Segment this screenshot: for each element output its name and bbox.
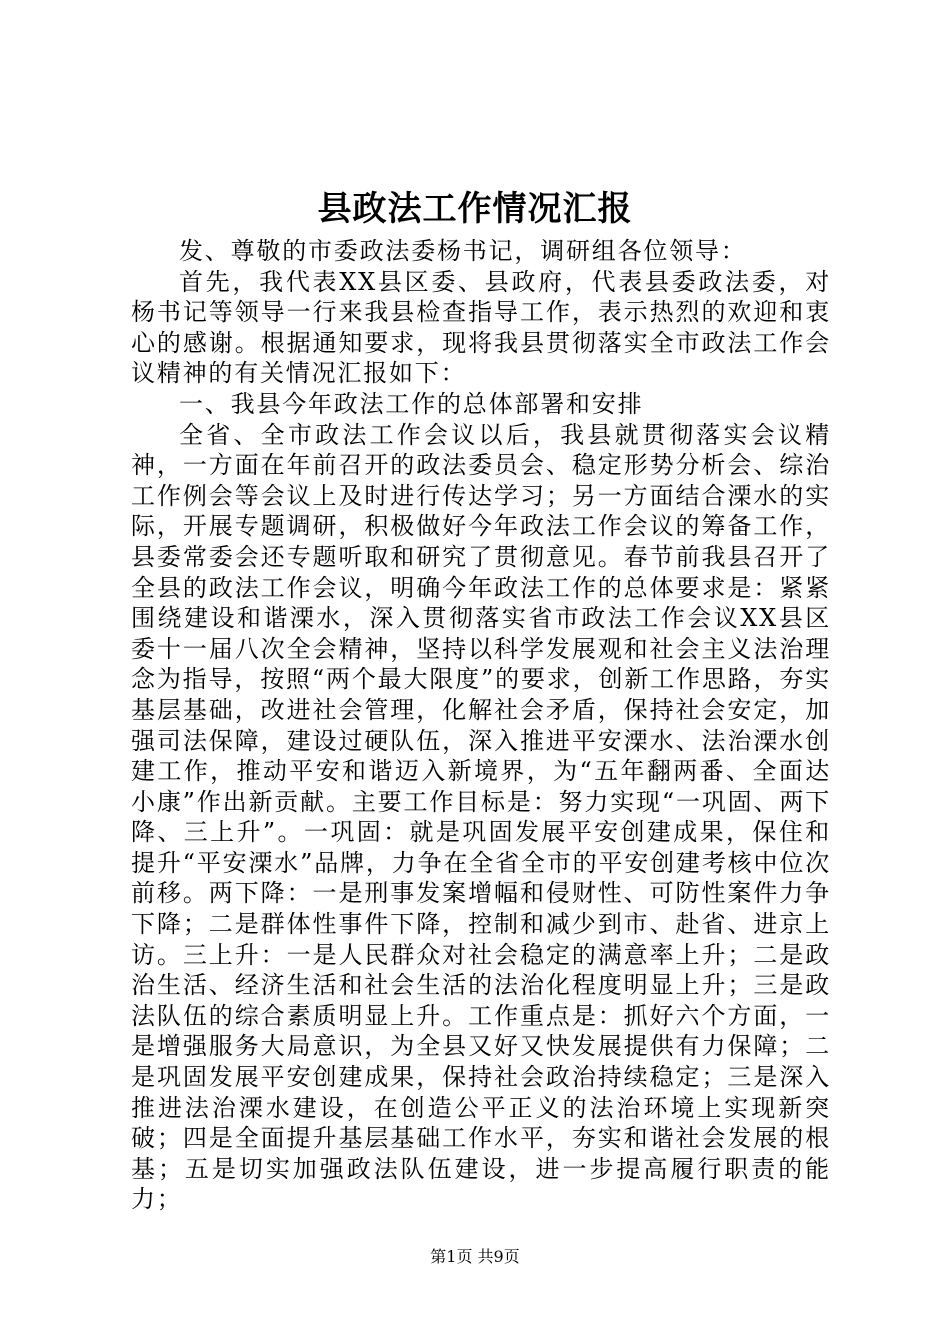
salutation-paragraph: 发、尊敬的市委政法委杨书记，调研组各位领导： — [179, 237, 747, 265]
document-title: 县政法工作情况汇报 — [317, 189, 633, 229]
intro-paragraph: 首先，我代表XX县区委、县政府，代表县委政法委，对杨书记等领导一行来我县检查指导工作，表示热烈的欢迎和衷心的感谢。根据通知要求，现将我县贯彻落实全市政法工作会议精神的有关情况汇报如下： — [131, 267, 831, 388]
section-heading: 一、我县今年政法工作的总体部署和安排 — [179, 389, 644, 418]
section-paragraph: 全省、全市政法工作会议以后，我县就贯彻落实会议精神，一方面在年前召开的政法委员会、稳定形势分析会、综治工作例会等会议上及时进行传达学习；另一方面结合溧水的实际，开展专题调研，积极做好今年政法工作会议的筹备工作，县委常委会还专题听取和研究了贯彻意见。春节前我县召开了全县的政法工作会议，明确今年政法工作的总体要求是：紧紧围绕建设和谐溧水，深入贯彻落实省市政法工作会议XX县区委十一届八次全会精神，坚持以科学发展观和社会主义法治理念为指导，按照“两个最大限度”的要求，创新工作思路，夯实基层基础，改进社会管理，化解社会矛盾，保持社会安定，加强司法保障，建设过硬队伍，深入推进平安溧水、法治溧水创建工作，推动平安和谐迈入新境界，为“五年翻两番、全面达小康”作出新贡献。主要工作目标是：努力实现“一巩固、两下降、三上升”。一巩固：就是巩固发展平安创建成果，保住和提升“平安溧水”品牌，力争在全省全市的平安创建考核中位次前移。两下降：一是刑事发案增幅和侵财性、可防性案件力争下降；二是群体性事件下降，控制和减少到市、赴省、进京上访。三上升：一是人民群众对社会稳定的满意率上升；二是政治生活、经济生活和社会生活的法治化程度明显上升；三是政法队伍的综合素质明显上升。工作重点是：抓好六个方面，一是增强服务大局意识，为全县又好又快发展提供有力保障；二是巩固发展平安创建成果，保持社会政治持续稳定；三是深入推进法治溧水建设，在创造公平正义的法治环境上实现新突破；四是全面提升基层基础工作水平，夯实和谐社会发展的根基；五是切实加强政法队伍建设，进一步提高履行职责的能力； — [131, 420, 831, 1214]
document-body — [131, 236, 831, 1215]
page-number-footer: 第1页 共9页 — [430, 1247, 520, 1266]
